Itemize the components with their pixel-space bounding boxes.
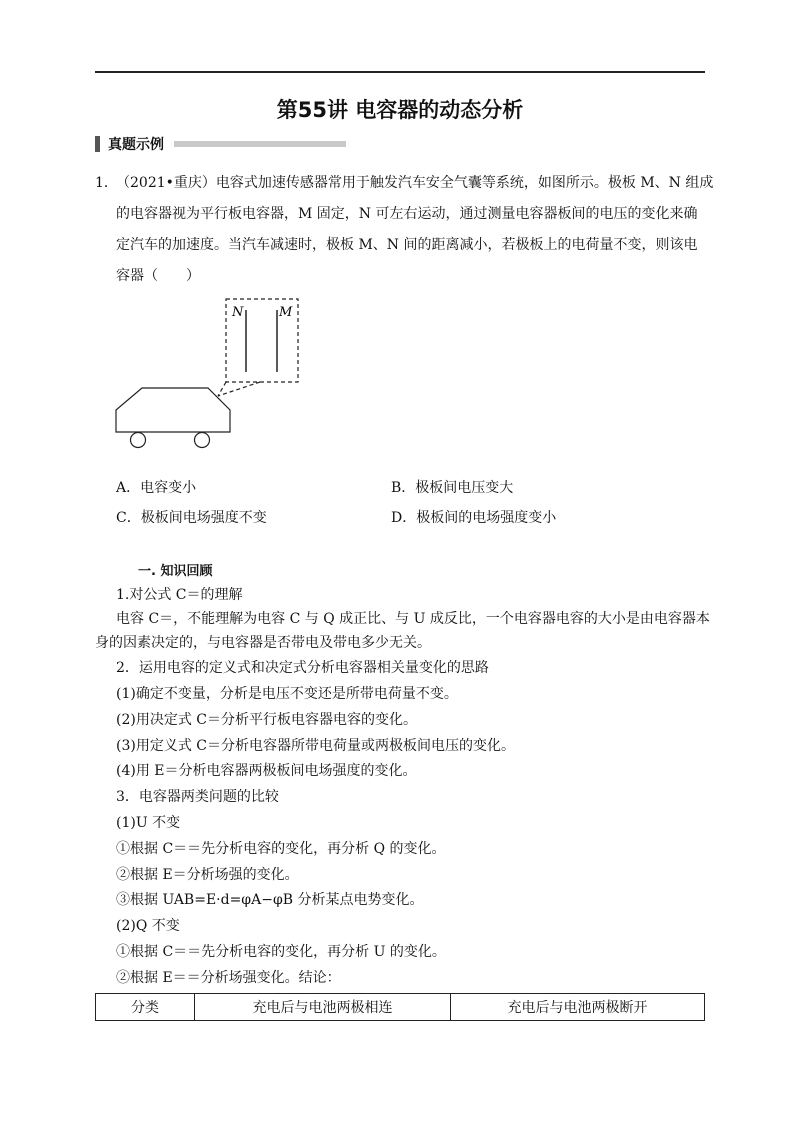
car-body — [116, 388, 230, 432]
page-title: 第55讲 电容器的动态分析 — [276, 98, 524, 122]
option-c[interactable]: C．极板间电场强度不变 — [116, 510, 267, 526]
section-marker — [95, 136, 100, 152]
table-header-row — [96, 994, 705, 1021]
knowledge-line: ②根据 E＝分析场强的变化。 — [116, 867, 299, 883]
knowledge-line: ①根据 C＝＝先分析电容的变化，再分析 Q 的变化。 — [116, 841, 446, 857]
knowledge-line: 2．运用电容的定义式和决定式分析电容器相关量变化的思路 — [116, 660, 489, 676]
knowledge-line: 3．电容器两类问题的比较 — [116, 789, 279, 805]
option-b[interactable]: B．极板间电压变大 — [391, 480, 514, 496]
knowledge-line: ②根据 E＝＝分析场强变化。结论： — [116, 970, 341, 986]
plate-n-label: N — [232, 305, 244, 320]
knowledge-line: (2)用决定式 C＝分析平行板电容器电容的变化。 — [116, 712, 417, 728]
knowledge-line: 电容 C＝，不能理解为电容 C 与 Q 成正比、与 U 成反比，一个电容器电容的大小是由电容器本 — [116, 611, 710, 627]
comparison-table — [95, 993, 705, 1021]
knowledge-line: (4)用 E＝分析电容器两极板间电场强度的变化。 — [116, 763, 417, 779]
option-d[interactable]: D．极板间的电场强度变小 — [391, 510, 557, 526]
plate-m-label: M — [279, 305, 293, 320]
section-header — [95, 134, 346, 154]
table-header-disconnected: 充电后与电池两极断开 — [451, 994, 705, 1021]
car-wheel-front — [195, 433, 210, 448]
question-line-4: 容器（ ） — [116, 268, 200, 284]
knowledge-line: (3)用定义式 C＝分析电容器所带电荷量或两极板间电压的变化。 — [116, 738, 515, 754]
question-line-3: 定汽车的加速度。当汽车减速时，极板 M、N 间的距离减小，若极板上的电荷量不变，则该电 — [116, 237, 698, 253]
table-header-category: 分类 — [96, 994, 195, 1021]
section-label: 真题示例 — [108, 137, 164, 153]
car-capacitor-figure — [112, 296, 312, 456]
question-number: 1． — [95, 175, 118, 191]
knowledge-heading: 一. 知识回顾 — [138, 564, 213, 579]
knowledge-line: 身的因素决定的，与电容器是否带电及带电多少无关。 — [95, 635, 431, 651]
knowledge-line: 1.对公式 C＝的理解 — [116, 587, 243, 603]
knowledge-line: ①根据 C＝＝先分析电容的变化，再分析 U 的变化。 — [116, 944, 446, 960]
question-line-1: （2021•重庆）电容式加速传感器常用于触发汽车安全气囊等系统，如图所示。极板 M、N 组成 — [116, 175, 714, 191]
knowledge-line: (1)U 不变 — [116, 815, 181, 831]
car-wheel-rear — [131, 433, 146, 448]
table-header-connected: 充电后与电池两极相连 — [195, 994, 451, 1021]
knowledge-line: ③根据 UAB=E·d=φA−φB 分析某点电势变化。 — [116, 892, 424, 908]
option-a[interactable]: A．电容变小 — [116, 480, 197, 496]
knowledge-line: (2)Q 不变 — [116, 918, 180, 934]
question-line-2: 的电容器视为平行板电容器，M 固定，N 可左右运动，通过测量电容器板间的电压的变化来确 — [116, 206, 698, 222]
section-underline-bar — [174, 141, 346, 147]
top-rule — [95, 71, 705, 73]
knowledge-line: (1)确定不变量，分析是电压不变还是所带电荷量不变。 — [116, 686, 458, 702]
